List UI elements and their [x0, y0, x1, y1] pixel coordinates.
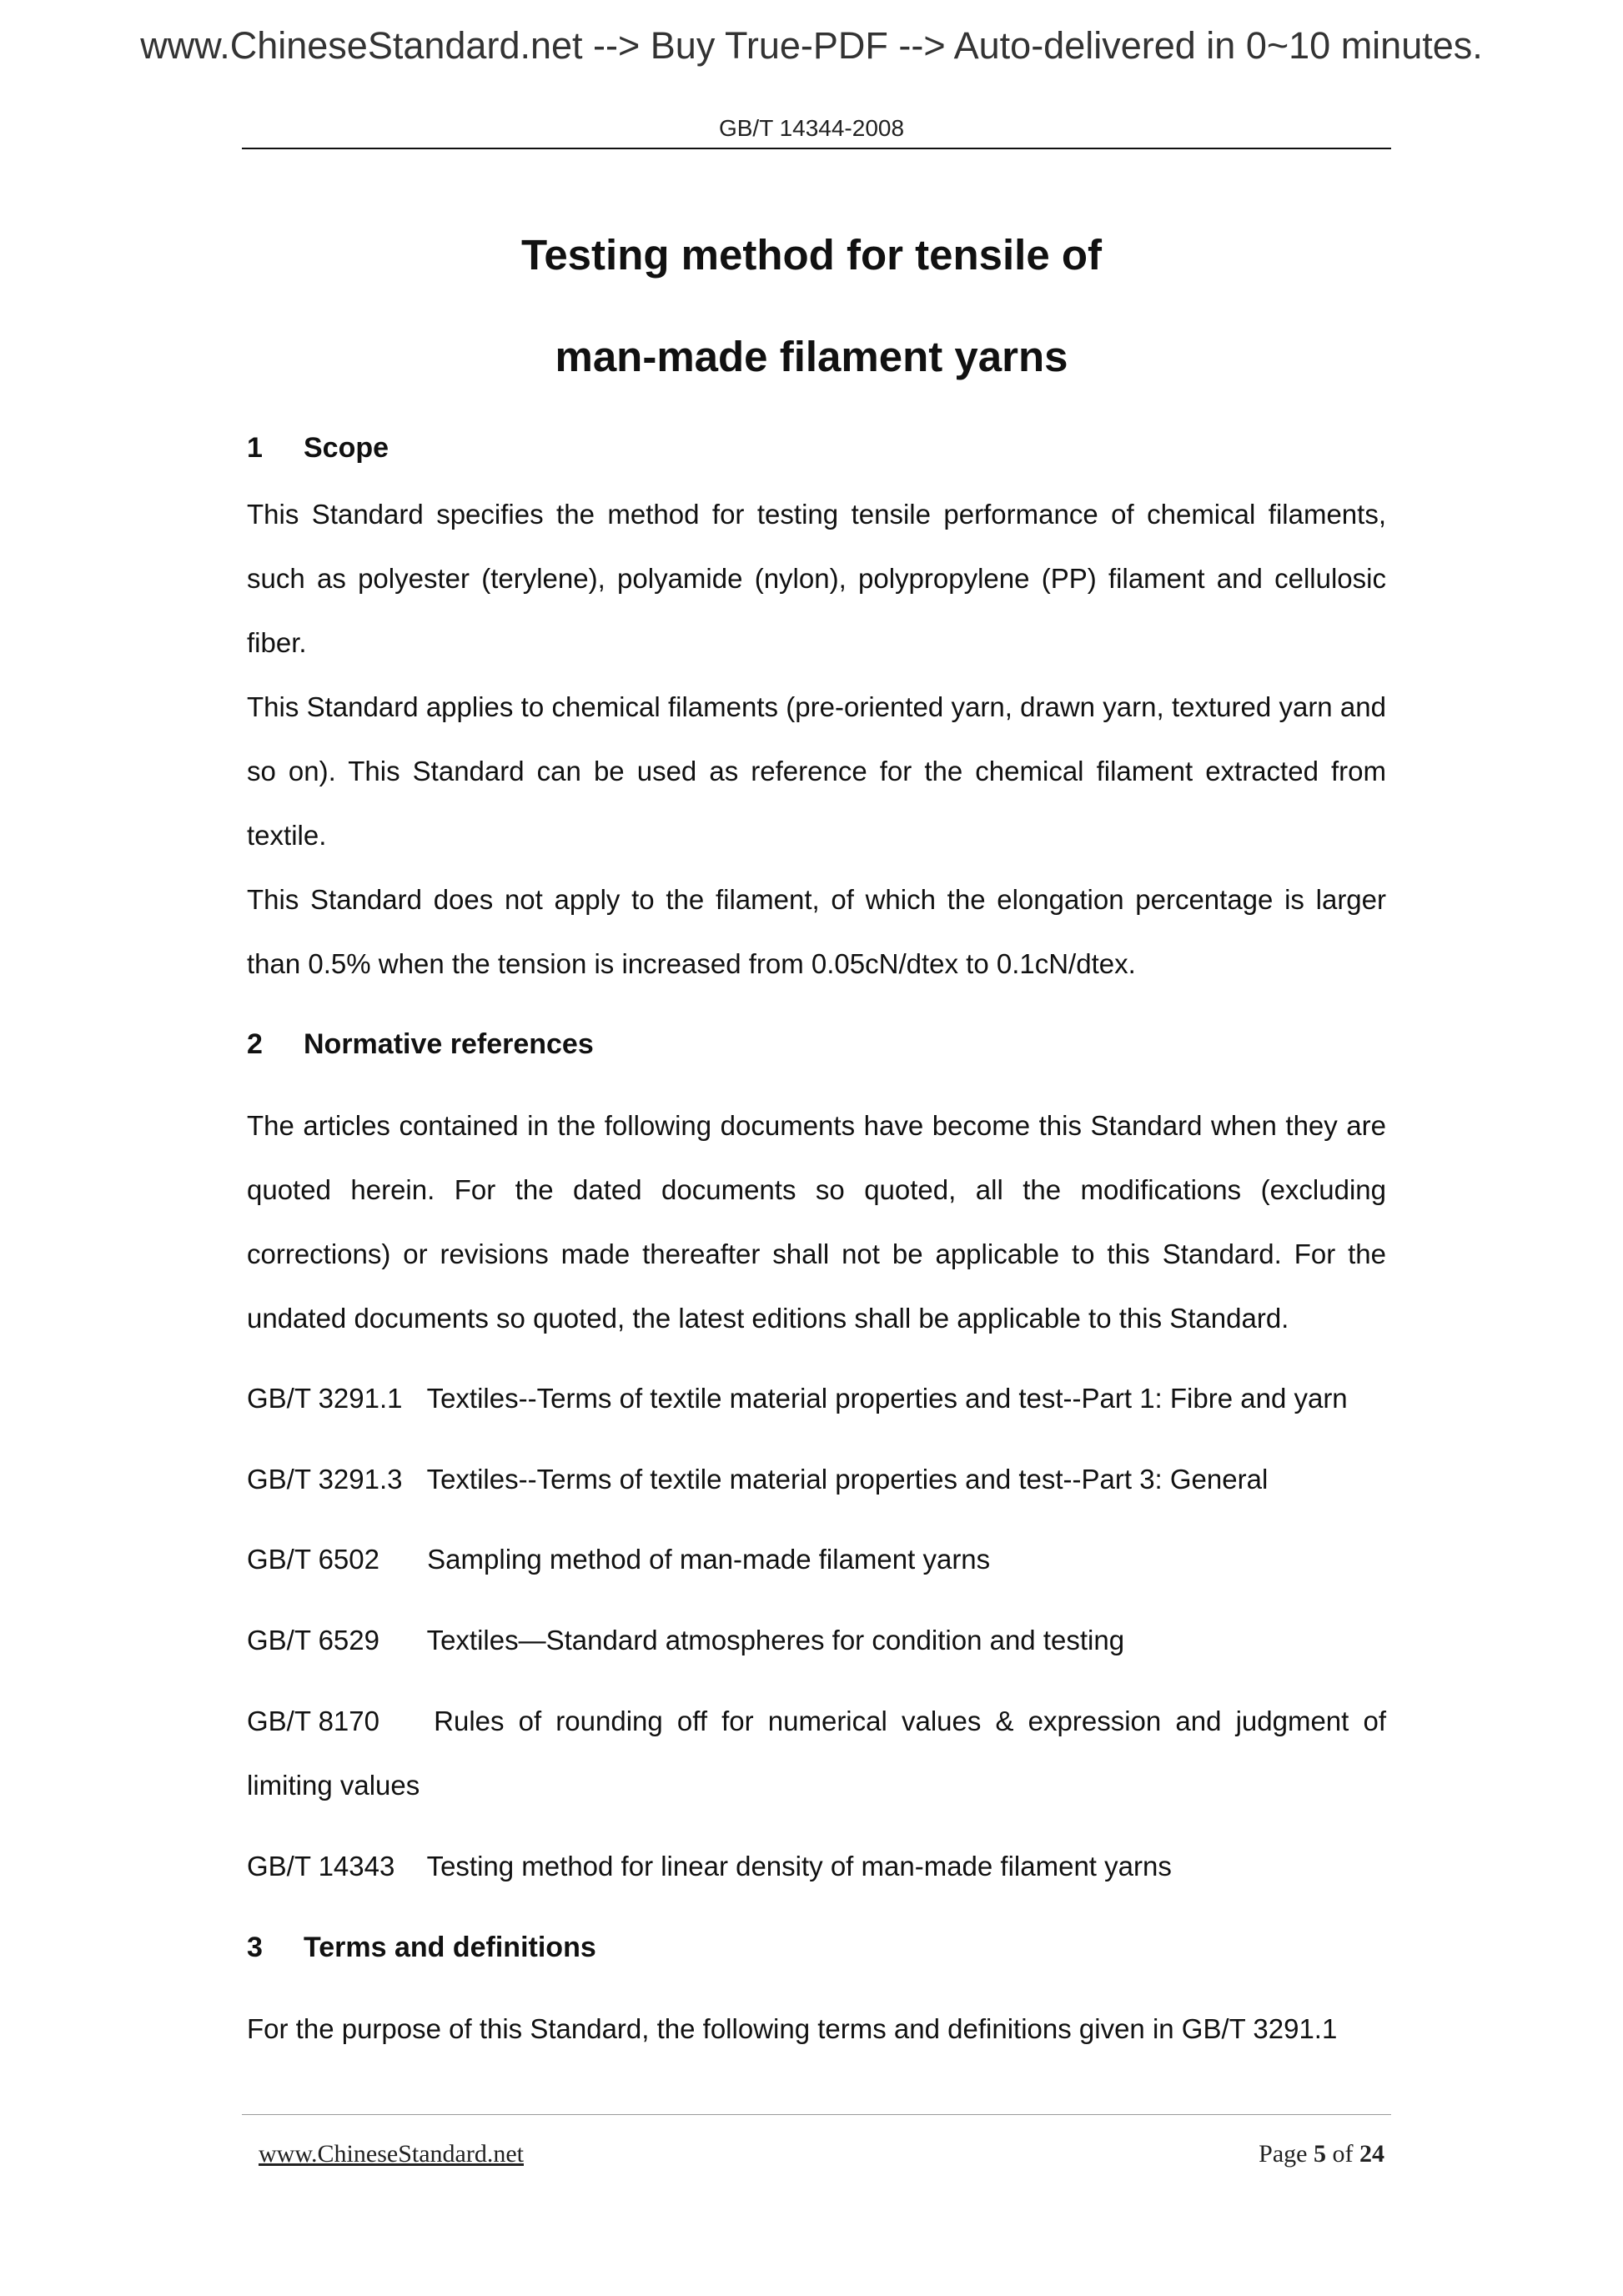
terms-intro-paragraph: For the purpose of this Standard, the following terms and definitions given in GB/T 3291.1: [247, 2013, 1338, 2044]
reference-title: Textiles—Standard atmospheres for condition and testing: [426, 1625, 1125, 1655]
reference-title: Textiles--Terms of textile material properties and test--Part 1: Fibre and yarn: [426, 1383, 1348, 1414]
footer-rule: [242, 2114, 1391, 2115]
section-number: 3: [247, 1932, 263, 1963]
reference-title: Textiles--Terms of textile material properties and test--Part 3: General: [426, 1464, 1269, 1495]
page-indicator: [1259, 2140, 1384, 2168]
page-of: of: [1332, 2140, 1354, 2168]
reference-code: GB/T 8170: [247, 1706, 379, 1736]
reference-code: GB/T 14343: [247, 1851, 395, 1882]
reference-code: GB/T 3291.1: [247, 1383, 403, 1414]
header-rule: [242, 148, 1391, 149]
document-title-line-2: man-made filament yarns: [555, 333, 1068, 380]
section-number: 2: [247, 1028, 263, 1060]
reference-item: [247, 1527, 1386, 1591]
reference-title: Testing method for linear density of man-made filament yarns: [426, 1851, 1172, 1882]
section-heading-normative-references: [247, 1028, 594, 1061]
standard-code: GB/T 14344-2008: [718, 115, 905, 141]
page-total: 24: [1359, 2140, 1384, 2168]
reference-item: [247, 1366, 1386, 1430]
section-number: 1: [247, 432, 263, 464]
reference-item: [247, 1834, 1386, 1898]
scope-paragraph-1: This Standard specifies the method for testing tensile performance of chemical filaments, such as polyester (terylene), polyamide (nylon), polypropylene (PP) filament and cellulosic fiber.: [247, 499, 1386, 658]
scope-paragraph-2: This Standard applies to chemical filaments (pre-oriented yarn, drawn yarn, textured yarn and so on). This Standard can be used as reference for the chemical filament extracted from textile.: [247, 691, 1386, 851]
section-title: Normative references: [304, 1028, 594, 1060]
section-title: Scope: [304, 432, 389, 464]
reference-item: [247, 1447, 1386, 1511]
scope-paragraph-3: This Standard does not apply to the filament, of which the elongation percentage is larger than 0.5% when the tension is increased from 0.05cN/dtex to 0.1cN/dtex.: [247, 884, 1386, 979]
page-current: 5: [1314, 2140, 1326, 2168]
section-title: Terms and definitions: [304, 1932, 596, 1963]
reference-code: GB/T 6502: [247, 1544, 379, 1575]
reference-item: [247, 1608, 1386, 1672]
top-banner[interactable]: www.ChineseStandard.net --> Buy True-PDF --> Auto-delivered in 0~10 minutes.: [140, 24, 1483, 67]
section-heading-terms-and-definitions: [247, 1932, 596, 1964]
footer-site-link[interactable]: www.ChineseStandard.net: [259, 2140, 524, 2168]
reference-code: GB/T 3291.3: [247, 1464, 403, 1495]
document-title-line-1: Testing method for tensile of: [520, 231, 1103, 279]
reference-title: Sampling method of man-made filament yarns: [427, 1544, 991, 1575]
section-heading-scope: [247, 432, 389, 465]
reference-item: [247, 1689, 1386, 1817]
normative-intro-paragraph: The articles contained in the following documents have become this Standard when they are quoted herein. For the dated documents so quoted, all the modifications (excluding corrections) or revisions made thereafter shall not be applicable to this Standard. For the undated documents so quoted, the latest editions shall be applicable to this Standard.: [247, 1110, 1386, 1334]
reference-title: Rules of rounding off for numerical values & expression and judgment of limiting values: [247, 1706, 1386, 1801]
page-label: Page: [1259, 2140, 1308, 2168]
reference-code: GB/T 6529: [247, 1625, 379, 1655]
